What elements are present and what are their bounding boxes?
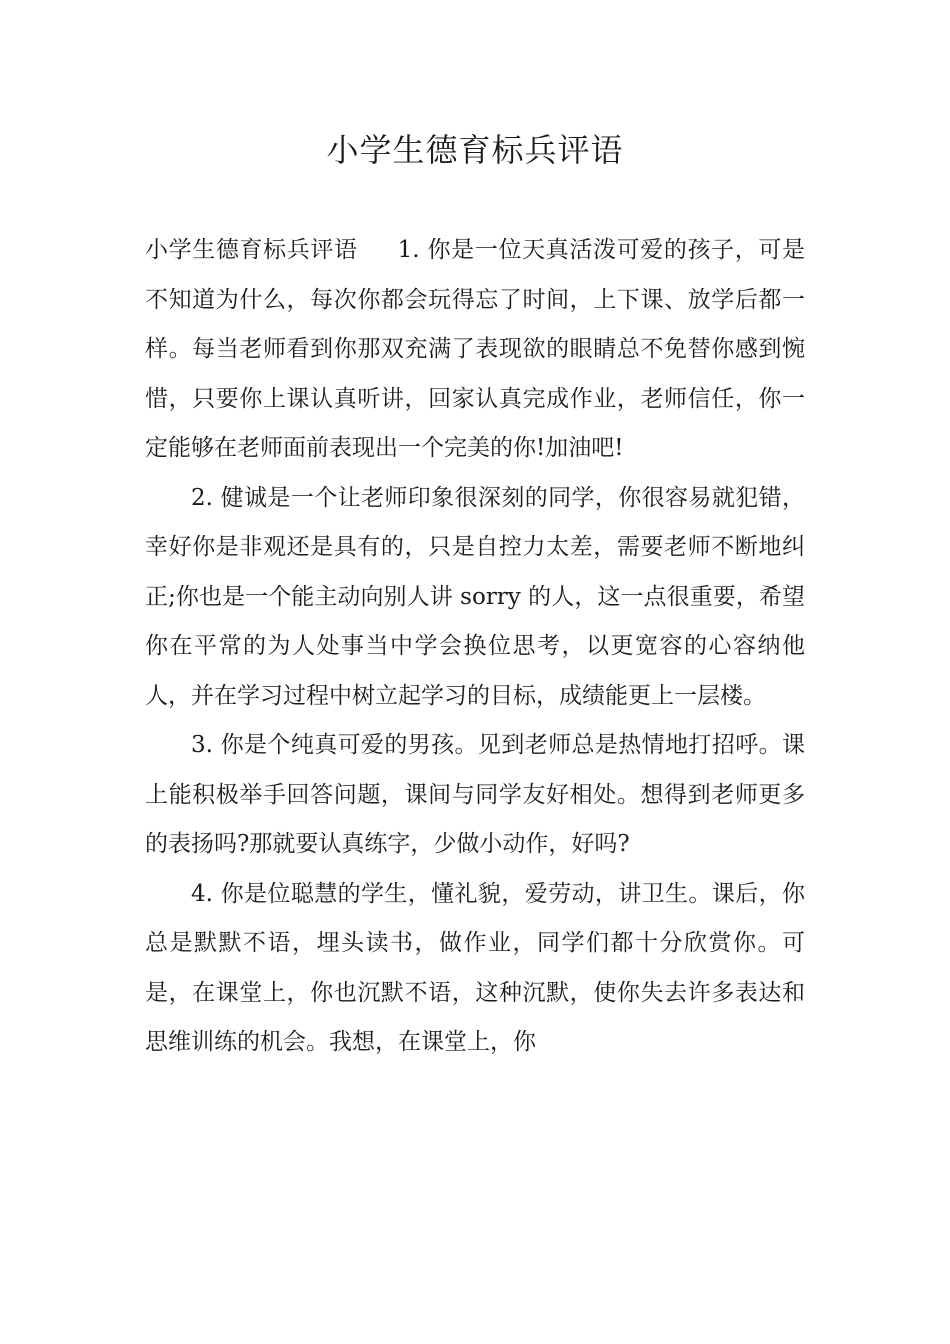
paragraph-1 xyxy=(145,226,805,474)
document-title: 小学生德育标兵评语 xyxy=(326,131,624,169)
paragraph-2: 2. 健诚是一个让老师印象很深刻的同学，你很容易就犯错，幸好你是非观还是具有的，只是自控力太差，需要老师不断地纠正;你也是一个能主动向别人讲 sorry 的人，这一点很重要，希望你在平常的为人处事当中学会换位思考，以更宽容的心容纳他人，并在学习过程中树立起学习的目标，成绩能更上一层楼。 xyxy=(145,484,805,709)
paragraph-1-text: 1. 你是一位天真活泼可爱的孩子，可是不知道为什么，每次你都会玩得忘了时间，上下课、放学后都一样。每当老师看到你那双充满了表现欲的眼睛总不免替你感到惋惜，只要你上课认真听讲，回家认真完成作业，老师信任，你一定能够在老师面前表现出一个完美的你!加油吧! xyxy=(145,237,805,461)
paragraph-3: 3. 你是个纯真可爱的男孩。见到老师总是热情地打招呼。课上能积极举手回答问题，课间与同学友好相处。想得到老师更多的表扬吗?那就要认真练字，少做小动作，好吗? xyxy=(145,732,805,857)
paragraph-4: 4. 你是位聪慧的学生，懂礼貌，爱劳动，讲卫生。课后，你总是默默不语，埋头读书，做作业，同学们都十分欣赏你。可是，在课堂上，你也沉默不语，这种沉默，使你失去许多表达和思维训练的机会。我想，在课堂上，你 xyxy=(145,880,805,1055)
document-body xyxy=(145,226,805,1068)
intro-label: 小学生德育标兵评语 xyxy=(145,237,358,263)
